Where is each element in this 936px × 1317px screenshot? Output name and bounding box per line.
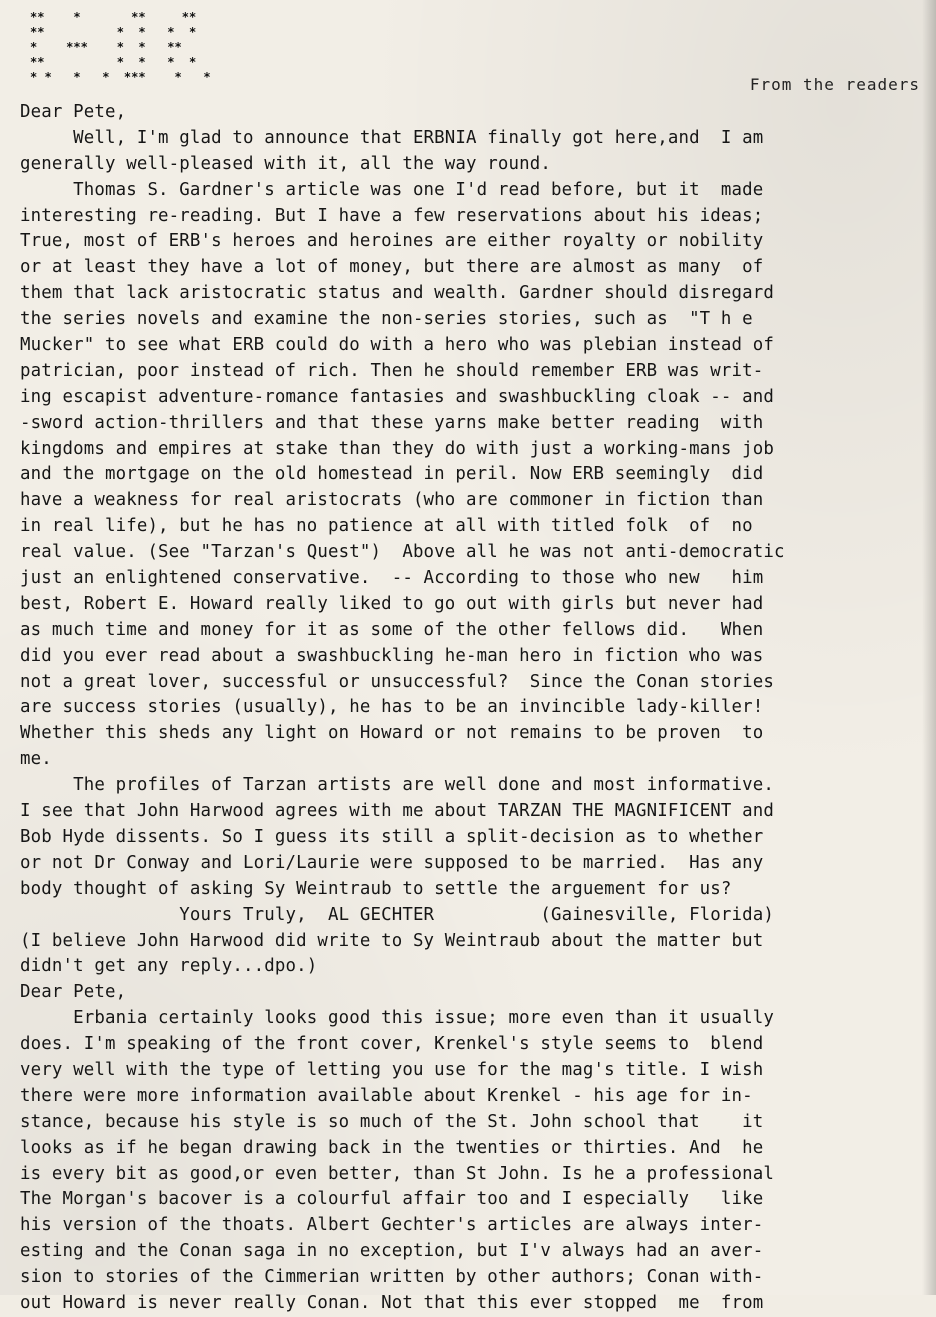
text-line: best, Robert E. Howard really liked to go out with girls but never had — [20, 593, 764, 614]
text-line: -sword action-thrillers and that these yarns make better reading with — [20, 412, 764, 433]
text-line: in real life), but he has no patience at all with titled folk of no — [20, 516, 753, 537]
text-line: does. I'm speaking of the front cover, Krenkel's style seems to blend — [20, 1034, 764, 1055]
text-line: sion to stories of the Cimmerian written by other authors; Conan with- — [20, 1267, 764, 1288]
text-line: not a great lover, successful or unsuccessful? Since the Conan stories — [20, 671, 775, 692]
section-subtitle: From the readers — [749, 75, 920, 94]
text-line: The Morgan's bacover is a colourful affair too and I especially like — [20, 1189, 764, 1210]
text-line: real value. (See "Tarzan's Quest") Above all he was not anti-democratic — [20, 542, 785, 563]
text-line: Whether this sheds any light on Howard or not remains to be proven to — [20, 723, 764, 744]
text-line: is every bit as good,or even better, than St John. Is he a professional — [20, 1163, 775, 1184]
text-line: body thought of asking Sy Weintraub to settle the arguement for us? — [20, 878, 732, 899]
text-line: I see that John Harwood agrees with me about TARZAN THE MAGNIFICENT and — [20, 801, 775, 822]
text-line: Dear Pete, — [20, 982, 127, 1003]
text-line: as much time and money for it as some of the other fellows did. When — [20, 619, 764, 640]
text-line: very well with the type of letting you use for the mag's title. I wish — [20, 1059, 764, 1080]
text-line: them that lack aristocratic status and wealth. Gardner should disregard — [20, 283, 775, 304]
text-line: esting and the Conan saga in no exception, but I'v always had an aver- — [20, 1241, 764, 1262]
text-line: The profiles of Tarzan artists are well done and most informative. — [20, 775, 775, 796]
text-line: there were more information available about Krenkel - his age for in- — [20, 1085, 753, 1106]
text-line: have a weakness for real aristocrats (who are commoner in fiction than — [20, 490, 764, 511]
text-line: ing escapist adventure-romance fantasies and swashbuckling cloak -- and — [20, 386, 775, 407]
text-line: or not Dr Conway and Lori/Laurie were supposed to be married. Has any — [20, 852, 764, 873]
text-line: didn't get any reply...dpo.) — [20, 956, 318, 977]
text-line: Erbania certainly looks good this issue; more even than it usually — [20, 1008, 775, 1029]
text-line: Thomas S. Gardner's article was one I'd read before, but it made — [20, 179, 764, 200]
text-line: just an enlightened conservative. -- According to those who new him — [20, 568, 764, 589]
text-line: or at least they have a lot of money, but there are almost as many of — [20, 257, 764, 278]
erbania-banner-art: ** * ** ** ** * * * * * *** * * ** ** * * * * * * * * *** * * — [30, 10, 211, 84]
text-line: generally well-pleased with it, all the way round. — [20, 153, 552, 174]
text-line: Bob Hyde dissents. So I guess its still a split-decision as to whether — [20, 826, 764, 847]
text-line: his version of the thoats. Albert Gechter's articles are always inter- — [20, 1215, 764, 1236]
text-line: patrician, poor instead of rich. Then he should remember ERB was writ- — [20, 360, 764, 381]
text-line: True, most of ERB's heroes and heroines are either royalty or nobility — [20, 231, 764, 252]
text-line: stance, because his style is so much of the St. John school that it — [20, 1111, 764, 1132]
text-line: (I believe John Harwood did write to Sy Weintraub about the matter but — [20, 930, 764, 951]
text-line: interesting re-reading. But I have a few reservations about his ideas; — [20, 205, 764, 226]
page-edge-shadow — [922, 0, 936, 1295]
text-line: looks as if he began drawing back in the twenties or thirties. And he — [20, 1137, 764, 1158]
text-line: me. — [20, 749, 52, 770]
text-line: the series novels and examine the non-series stories, such as "T h e — [20, 309, 753, 330]
signature-line: Yours Truly, AL GECHTER (Gainesville, Florida) — [20, 904, 775, 925]
text-line: out Howard is never really Conan. Not that this ever stopped me from — [20, 1292, 764, 1313]
text-line: did you ever read about a swashbuckling he-man hero in fiction who was — [20, 645, 764, 666]
text-line: kingdoms and empires at stake than they do with just a working-mans job — [20, 438, 775, 459]
letters-body — [20, 100, 920, 1317]
text-line: Well, I'm glad to announce that ERBNIA finally got here,and I am — [20, 127, 764, 148]
text-line: Mucker" to see what ERB could do with a hero who was plebian instead of — [20, 335, 775, 356]
text-line: are success stories (usually), he has to be an invincible lady-killer! — [20, 697, 764, 718]
text-line: Dear Pete, — [20, 102, 127, 122]
text-line: and the mortgage on the old homestead in peril. Now ERB seemingly did — [20, 464, 764, 485]
